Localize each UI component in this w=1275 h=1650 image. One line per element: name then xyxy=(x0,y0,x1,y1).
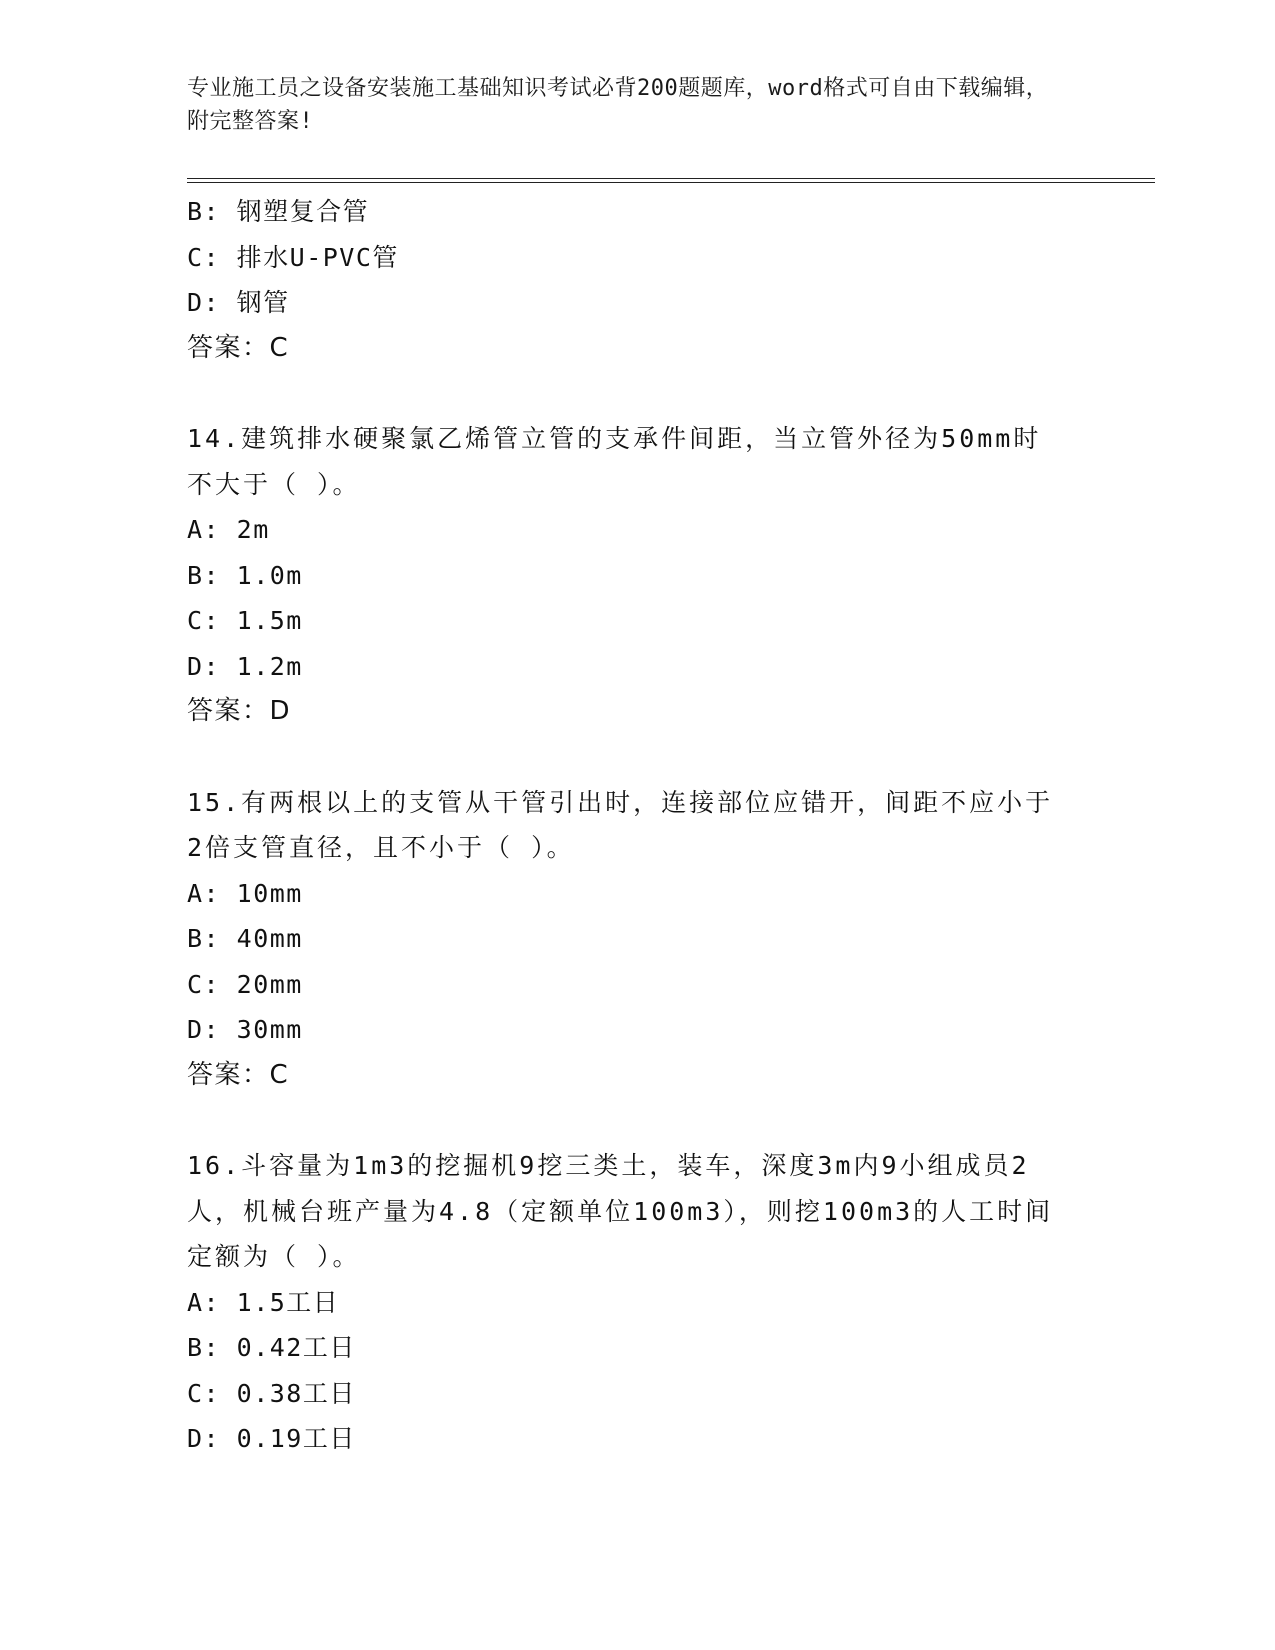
question-16 xyxy=(187,1143,1067,1462)
answer-line: 答案：C xyxy=(187,1059,290,1090)
option-c: C: 0.38工日 xyxy=(187,1378,356,1408)
option-b: B: 40mm xyxy=(187,924,303,953)
question-stem: 14.建筑排水硬聚氯乙烯管立管的支承件间距，当立管外径为50mm时不大于（ ）。 xyxy=(187,424,1042,499)
answer-line: 答案：C xyxy=(187,332,290,363)
answer-line: 答案：D xyxy=(187,696,292,726)
option-a: A: 2m xyxy=(187,515,270,544)
option-a: A: 1.5工日 xyxy=(187,1287,340,1317)
spacer xyxy=(187,735,1067,780)
header-divider xyxy=(187,178,1155,183)
question-stem: 15.有两根以上的支管从干管引出时，连接部位应错开，间距不应小于2倍支管直径，且不小于（ ）。 xyxy=(187,787,1054,862)
option-c: C: 1.5m xyxy=(187,606,303,635)
question-content xyxy=(187,189,1067,1462)
option-d: D: 钢管 xyxy=(187,288,290,317)
option-d: D: 30mm xyxy=(187,1015,303,1044)
option-b: B: 1.0m xyxy=(187,560,303,590)
document-title: 专业施工员之设备安装施工基础知识考试必背200题题库，word格式可自由下载编辑，附完整答案! xyxy=(187,76,1049,134)
option-b: B: 0.42工日 xyxy=(187,1333,356,1362)
question-15 xyxy=(187,780,1067,1099)
document-header xyxy=(187,72,1067,138)
question-stem: 16.斗容量为1m3的挖掘机9挖三类土，装车，深度3m内9小组成员2人，机械台班产量为4.8（定额单位100m3），则挖100m3的人工时间定额为（ ）。 xyxy=(187,1151,1054,1271)
option-a: A: 10mm xyxy=(187,878,303,908)
question-fragment xyxy=(187,189,1067,371)
option-d: D: 1.2m xyxy=(187,651,303,681)
option-d: D: 0.19工日 xyxy=(187,1424,356,1453)
option-b: B: 钢塑复合管 xyxy=(187,197,370,226)
spacer xyxy=(187,371,1067,416)
spacer xyxy=(187,1098,1067,1143)
option-c: C: 20mm xyxy=(187,969,303,999)
option-c: C: 排水U-PVC管 xyxy=(187,242,399,272)
question-14 xyxy=(187,416,1067,735)
